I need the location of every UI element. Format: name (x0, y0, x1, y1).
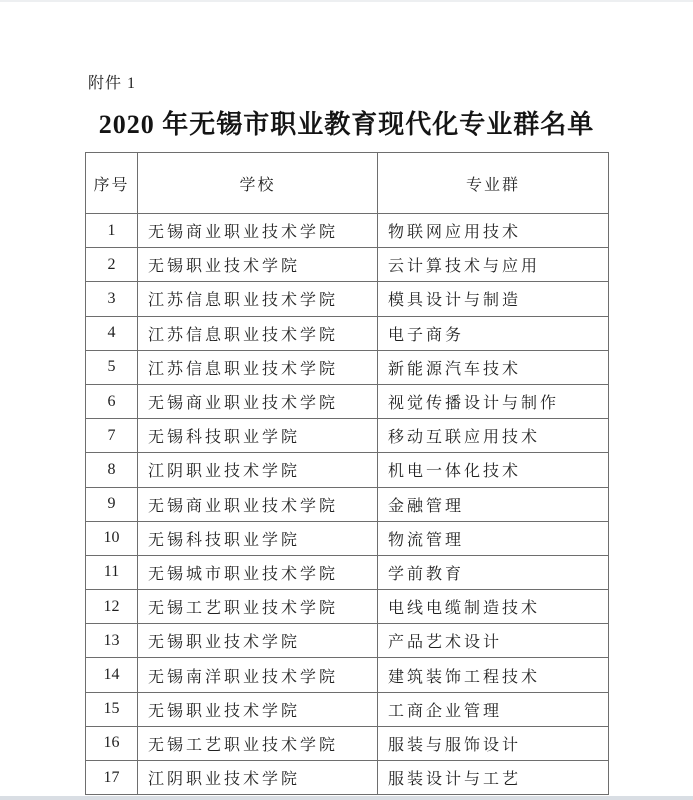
professional-group: 产品艺术设计 (378, 624, 609, 658)
school-name: 江苏信息职业技术学院 (138, 316, 378, 350)
row-number: 5 (86, 350, 138, 384)
school-name: 无锡商业职业技术学院 (138, 487, 378, 521)
table-row (86, 453, 609, 487)
table-header (86, 153, 609, 214)
school-name: 江苏信息职业技术学院 (138, 282, 378, 316)
table-row (86, 384, 609, 418)
row-number: 1 (86, 214, 138, 248)
table-row (86, 624, 609, 658)
page-bottom-edge (0, 796, 693, 800)
row-number: 10 (86, 521, 138, 555)
table-row (86, 419, 609, 453)
professional-group: 服装设计与工艺 (378, 761, 609, 795)
school-name: 无锡南洋职业技术学院 (138, 658, 378, 692)
column-header-number: 序号 (86, 153, 138, 214)
professional-group: 金融管理 (378, 487, 609, 521)
table-body (86, 214, 609, 795)
table-row (86, 282, 609, 316)
professional-group: 视觉传播设计与制作 (378, 384, 609, 418)
professional-groups-table (85, 152, 609, 795)
professional-group: 移动互联应用技术 (378, 419, 609, 453)
professional-group: 新能源汽车技术 (378, 350, 609, 384)
school-name: 江苏信息职业技术学院 (138, 350, 378, 384)
row-number: 14 (86, 658, 138, 692)
school-name: 无锡科技职业学院 (138, 521, 378, 555)
professional-group: 电子商务 (378, 316, 609, 350)
school-name: 无锡科技职业学院 (138, 419, 378, 453)
table-row (86, 248, 609, 282)
row-number: 4 (86, 316, 138, 350)
table-row (86, 350, 609, 384)
professional-group: 工商企业管理 (378, 692, 609, 726)
row-number: 2 (86, 248, 138, 282)
row-number: 16 (86, 726, 138, 760)
page-title: 2020 年无锡市职业教育现代化专业群名单 (98, 110, 595, 139)
professional-group: 服装与服饰设计 (378, 726, 609, 760)
row-number: 6 (86, 384, 138, 418)
school-name: 无锡职业技术学院 (138, 624, 378, 658)
school-name: 无锡职业技术学院 (138, 692, 378, 726)
professional-group: 学前教育 (378, 555, 609, 589)
header-row (86, 153, 609, 214)
attachment-label: 附件 1 (88, 75, 137, 92)
table-row (86, 555, 609, 589)
table-row (86, 214, 609, 248)
professional-group: 物联网应用技术 (378, 214, 609, 248)
school-name: 无锡商业职业技术学院 (138, 384, 378, 418)
school-name: 无锡工艺职业技术学院 (138, 726, 378, 760)
school-name: 无锡职业技术学院 (138, 248, 378, 282)
table-row (86, 521, 609, 555)
row-number: 13 (86, 624, 138, 658)
table-row (86, 761, 609, 795)
page-top-edge (0, 0, 693, 2)
professional-group: 云计算技术与应用 (378, 248, 609, 282)
professional-group: 模具设计与制造 (378, 282, 609, 316)
row-number: 9 (86, 487, 138, 521)
school-name: 江阴职业技术学院 (138, 453, 378, 487)
column-header-school: 学校 (138, 153, 378, 214)
school-name: 无锡商业职业技术学院 (138, 214, 378, 248)
school-name: 江阴职业技术学院 (138, 761, 378, 795)
table-row (86, 487, 609, 521)
row-number: 17 (86, 761, 138, 795)
professional-group: 物流管理 (378, 521, 609, 555)
school-name: 无锡城市职业技术学院 (138, 555, 378, 589)
table-row (86, 726, 609, 760)
professional-group: 电线电缆制造技术 (378, 590, 609, 624)
row-number: 8 (86, 453, 138, 487)
table-row (86, 658, 609, 692)
row-number: 11 (86, 555, 138, 589)
row-number: 3 (86, 282, 138, 316)
table-row (86, 692, 609, 726)
professional-group: 建筑装饰工程技术 (378, 658, 609, 692)
row-number: 12 (86, 590, 138, 624)
table-row (86, 316, 609, 350)
row-number: 15 (86, 692, 138, 726)
column-header-group: 专业群 (378, 153, 609, 214)
row-number: 7 (86, 419, 138, 453)
school-name: 无锡工艺职业技术学院 (138, 590, 378, 624)
professional-group: 机电一体化技术 (378, 453, 609, 487)
table-row (86, 590, 609, 624)
